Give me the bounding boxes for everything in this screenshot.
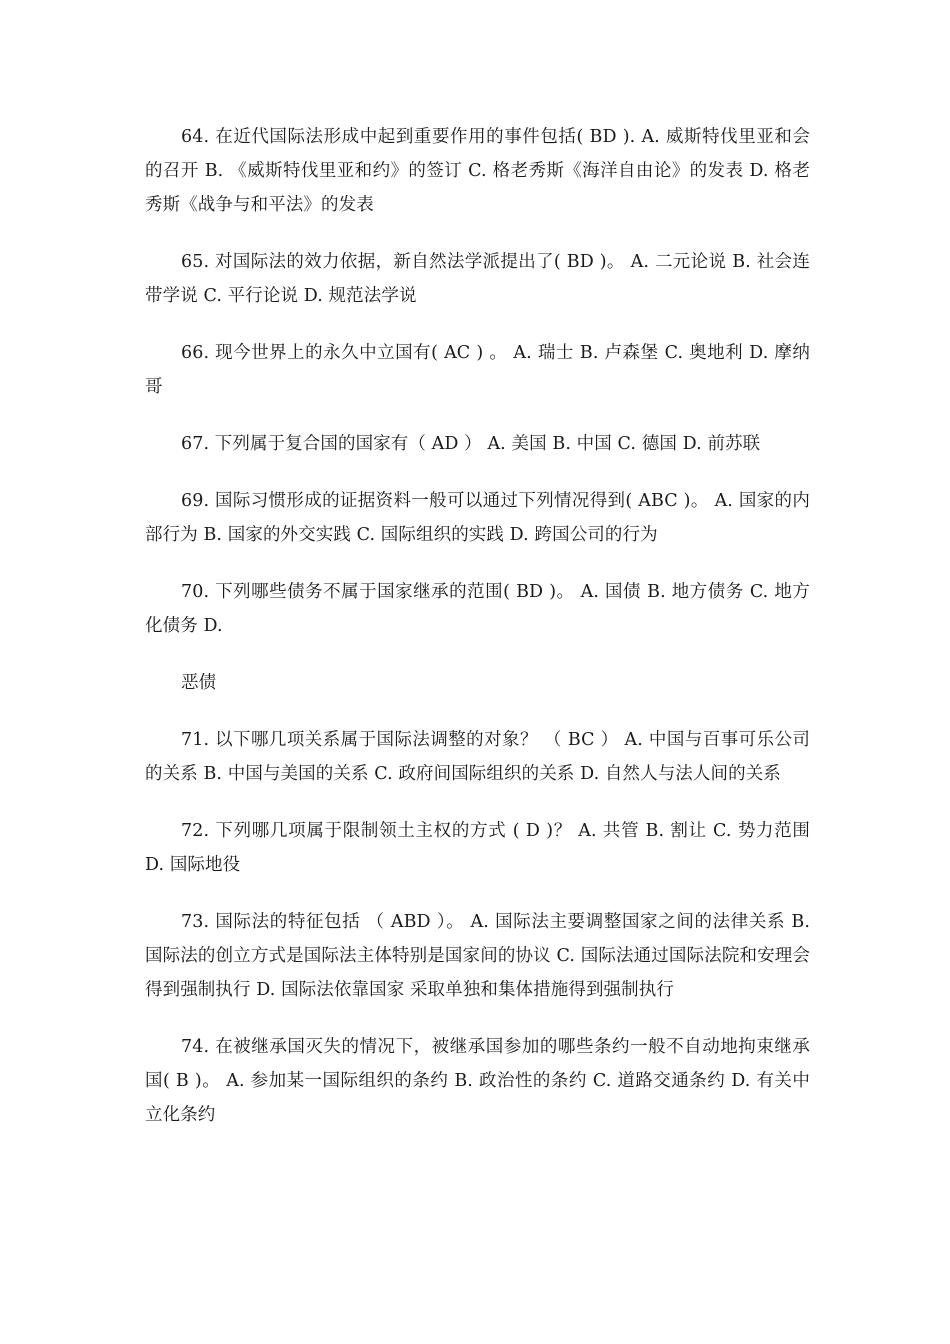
question-73: 73. 国际法的特征包括 （ ABD ）。 A. 国际法主要调整国家之间的法律关系 B. 国际法的创立方式是国际法主体特别是国家间的协议 C. 国际法通过国际法院和安理会得到强制执行 D. 国际法依靠国家 采取单独和集体措施得到强制执行	[145, 912, 810, 1000]
question-70-continued: 恶债	[181, 673, 217, 693]
question-71: 71. 以下哪几项关系属于国际法调整的对象？ （ BC ） A. 中国与百事可乐公司的关系 B. 中国与美国的关系 C. 政府间国际组织的关系 D. 自然人与法人间的关系	[145, 730, 810, 784]
question-66: 66. 现今世界上的永久中立国有( AC ) 。 A. 瑞士 B. 卢森堡 C. 奥地利 D. 摩纳哥	[145, 343, 810, 397]
document-body	[145, 120, 810, 1155]
question-72: 72. 下列哪几项属于限制领土主权的方式 ( D )？ A. 共管 B. 割让 C. 势力范围 D. 国际地役	[145, 821, 810, 875]
question-74: 74. 在被继承国灭失的情况下，被继承国参加的哪些条约一般不自动地拘束继承国( B )。 A. 参加某一国际组织的条约 B. 政治性的条约 C. 道路交通条约 D. 有关中立化条约	[145, 1037, 810, 1125]
question-70: 70. 下列哪些债务不属于国家继承的范围( BD )。 A. 国债 B. 地方债务 C. 地方化债务 D.	[145, 582, 810, 636]
question-65: 65. 对国际法的效力依据，新自然法学派提出了( BD )。 A. 二元论说 B. 社会连带学说 C. 平行论说 D. 规范法学说	[145, 252, 810, 306]
question-67: 67. 下列属于复合国的国家有（ AD ） A. 美国 B. 中国 C. 德国 D. 前苏联	[181, 434, 761, 454]
question-69: 69. 国际习惯形成的证据资料一般可以通过下列情况得到( ABC )。 A. 国家的内部行为 B. 国家的外交实践 C. 国际组织的实践 D. 跨国公司的行为	[145, 491, 810, 545]
question-64: 64. 在近代国际法形成中起到重要作用的事件包括( BD ). A. 威斯特伐里亚和会的召开 B. 《威斯特伐里亚和约》的签订 C. 格老秀斯《海洋自由论》的发表 D. 格老秀斯《战争与和平法》的发表	[145, 127, 810, 215]
